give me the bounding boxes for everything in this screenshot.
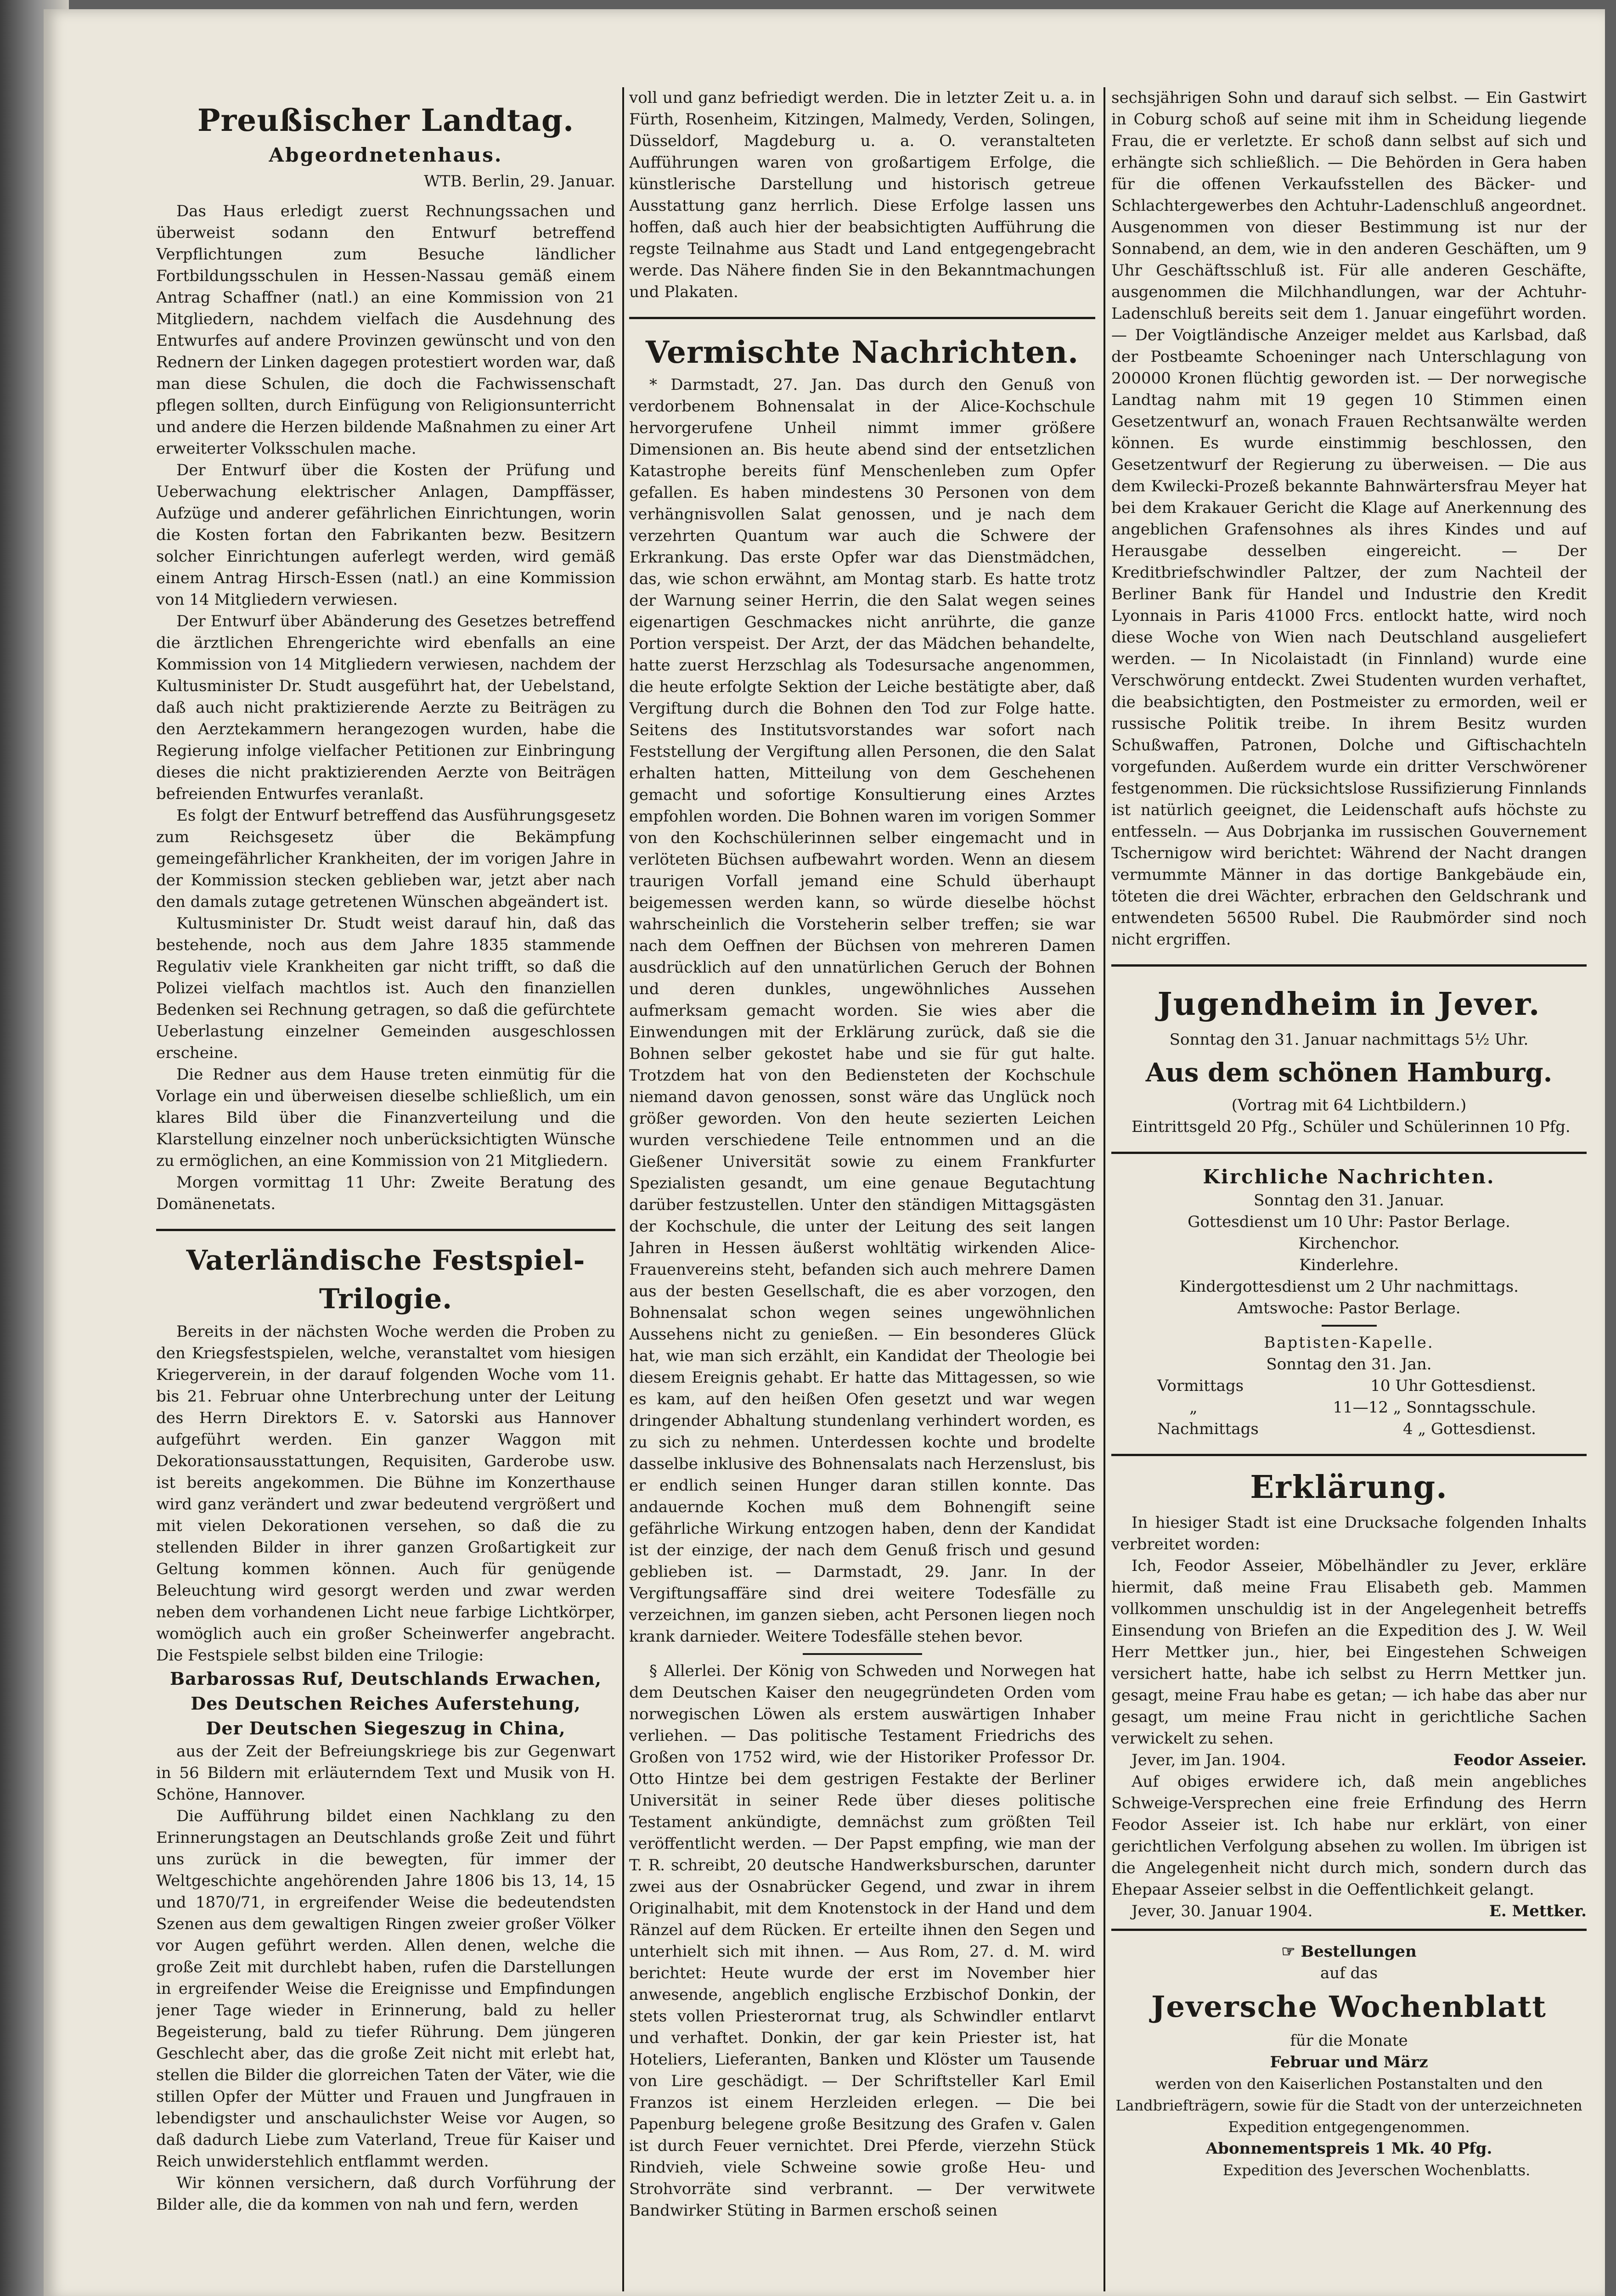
ad-title: Erklärung. bbox=[1250, 1469, 1448, 1506]
section-divider bbox=[629, 317, 1095, 319]
ad-line: (Vortrag mit 64 Lichtbildern.) bbox=[1231, 1096, 1467, 1114]
ad-head-text: Bestellungen bbox=[1301, 1942, 1417, 1961]
ad-head bbox=[1111, 1941, 1587, 1963]
paragraph: Ich, Feodor Asseier, Möbelhändler zu Jever, erkläre hiermit, daß meine Frau Elisabeth geb. Mammen vollkommen unschuldig ist in der Angelegenheit betreffs Einsendung von Briefen an die Expedition des J. W. Weil Herr Mettker jun., hier, bei Eingestehen Schweigen versichert hatte, habe ich selbst zu Herrn Mettker jun. gesagt, meine Frau habe es getan; — ich habe das aber nur gesagt, um meine Frau nicht in gerichtliche Sachen verwickelt zu sehen. bbox=[1111, 1557, 1587, 1748]
section-divider bbox=[156, 1229, 615, 1231]
signature-name: Feodor Asseier. bbox=[1453, 1751, 1587, 1769]
schedule-label: Vormittags bbox=[1157, 1377, 1244, 1395]
paragraph: § Allerlei. Der König von Schweden und Norwegen hat dem Deutschen Kaiser den neugegründeten Orden vom norwegischen Löwen als erstem auswärtigen Inhaber verliehen. — Das politische Testament Friedrichs des Großen von 1752 wird, wie der Historiker Professor Dr. Otto Hintze bei dem gestrigen Festakte der Berliner Universität in seiner Rede über dieses politische Testament ankündigte, demnächst zum größten Teil veröffentlicht werden. — Der Papst empfing, wie man der T. R. schreibt, 20 deutsche Handwerksburschen, darunter zwei aus der Osnabrücker Gegend, und zwar in ihrem Originalhabit, mit dem Knotenstock in der Hand und dem Ränzel auf dem Rücken. Er erteilte ihnen den Segen und unterhielt sich mit ihnen. — Aus Rom, 27. d. M. wird berichtet: Heute wurde der erst im November hier anwesende, angeblich englische Erzbischof Donkin, der stets vollen Priesterornat trug, als Schwindler entlarvt und verhaftet. Donkin, der gar kein Priester ist, hat Hoteliers, Lieferanten, Banken und Klöster um Tausende von Lire geschädigt. — Der Schriftsteller Karl Emil Franzos ist einem Herzleiden erlegen. — Die bei Papenburg belegene große Besitzung des Grafen v. Galen ist durch Feuer vernichtet. Drei Pferde, vierzehn Stück Rindvieh, viele Schweine sowie große Heu- und Strohvorräte sind verbrannt. — Der verwitwete Bandwirker Stüting in Barmen erschoß seinen bbox=[629, 1662, 1095, 2220]
paragraph: sechsjährigen Sohn und darauf sich selbst. — Ein Gastwirt in Coburg schoß auf seine mit ihm in Scheidung liegende Frau, die er verletzte. Er schoß dann selbst auf sich und erhängte sich schließlich. — Die Behörden in Gera haben für die offenen Verkaufsstellen des Bäcker- und Schlachtergewerbes den Achtuhr-Ladenschluß angeordnet. Ausgenommen von dieser Bestimmung ist nur der Sonnabend, an dem, wie in den anderen Geschäften, um 9 Uhr Geschäftsschluß ist. Für alle anderen Geschäfte, ausgenommen die Milchhandlungen, war der Achtuhr-Ladenschluß bereits seit dem 1. Januar eingeführt worden. — Der Voigtländische Anzeiger meldet aus Karlsbad, daß der Postbeamte Schoeninger nach Unterschlagung von 200000 Kronen flüchtig geworden ist. — Der norwegische Landtag nahm mit 19 gegen 10 Stimmen einen Gesetzentwurf an, wonach Frauen Rechtsanwälte werden können. Es wurde einstimmig beschlossen, den Gesetzentwurf der Regierung zu überweisen. — Die aus dem Kwilecki-Prozeß bekannte Bahnwärtersfrau Meyer hat bei dem Krakauer Gericht die Klage auf Anerkennung des angeblichen Grafensohnes als ihres Kindes und auf Herausgabe desselben eingereicht. — Der Kreditbriefschwindler Paltzer, der zum Nachteil der Berliner Bank für Handel und Industrie den Kredit Lyonnais in Paris 41000 Frcs. entlockt hatte, wird noch diese Woche von Wien nach Deutschland ausgeliefert werden. — In Nicolaistadt (in Finnland) wurde eine Verschwörung entdeckt. Zwei Studenten wurden verhaftet, die beabsichtigten, den Postmeister zu ermorden, weil er russische Politik treibe. In ihrem Besitz wurden Schußwaffen, Patronen, Dolche und Giftischachteln vorgefunden. Außerdem wurde ein dritter Verschwörener festgenommen. Die rücksichtslose Russifizierung Finnlands ist natürlich geeignet, die Leidenschaft aufs höchste zu entfesseln. — Aus Dobrjanka im russischen Gouvernement Tschernigow wird berichtet: Während der Nacht drangen vermummte Männer in das dortige Bankgebäude ein, töteten die drei Wächter, erbrachen den Geldschrank und entwendeten 56500 Rubel. Die Raubmörder sind noch nicht ergriffen. bbox=[1111, 89, 1587, 949]
short-divider bbox=[1322, 1325, 1377, 1327]
schedule-value: 11—12 „ Sonntagsschule. bbox=[1333, 1398, 1536, 1417]
short-divider bbox=[803, 1653, 922, 1655]
signature-place-date: Jever, 30. Januar 1904. bbox=[1132, 1902, 1313, 1920]
ad-title-secondary: Aus dem schönen Hamburg. bbox=[1145, 1058, 1553, 1088]
paragraph: Der Entwurf über die Kosten der Prüfung und Ueberwachung elektrischer Anlagen, Dampffässer, Aufzüge und anderer gefährlichen Einrichtungen, worin die Kosten fortan den Fabrikanten bezw. Besitzern solcher Einrichtungen auferlegt werden, wird gemäß einem Antrag Hirsch-Essen (natl.) an eine Kommission von 14 Mitgliedern verwiesen. bbox=[156, 461, 615, 609]
paragraph: voll und ganz befriedigt werden. Die in letzter Zeit u. a. in Fürth, Rosenheim, Kitzingen, Malmedy, Verden, Solingen, Düsseldorf, Magdeburg u. a. O. veranstalteten Aufführungen waren von großartigem Erfolge, die künstlerische Darstellung und historisch getreue Ausstattung ganz herrlich. Diese Erfolge lassen uns hoffen, daß auch hier der beabsichtigten Aufführung die regste Teilnahme aus Stadt und Land entgegengebracht werde. Das Nähere finden Sie in den Bekanntmachungen und Plakaten. bbox=[629, 89, 1095, 301]
signature-row bbox=[1111, 1750, 1587, 1771]
signature-place-date: Jever, im Jan. 1904. bbox=[1132, 1751, 1286, 1769]
schedule-row bbox=[1111, 1397, 1587, 1418]
ad-line: Februar und März bbox=[1270, 2053, 1428, 2071]
ad-price: Abonnementspreis 1 Mk. 40 Pfg. bbox=[1205, 2139, 1492, 2158]
paragraph: In hiesiger Stadt ist eine Drucksache folgenden Inhalts verbreitet worden: bbox=[1111, 1514, 1587, 1553]
ad-kirchliche-nachrichten bbox=[1111, 1164, 1587, 1440]
pointing-hand-icon: ☞ bbox=[1281, 1942, 1301, 1961]
ad-jugendheim bbox=[1111, 983, 1587, 1138]
paragraph: * Darmstadt, 27. Jan. Das durch den Genuß von verdorbenem Bohnensalat in der Alice-Kochschule hervorgerufene Unheil nimmt immer größere Dimensionen an. Bis heute abend sind der entsetzlichen Katastrophe bereits fünf Menschenleben zum Opfer gefallen. Es haben mindestens 30 Personen von dem verhängnisvollen Salat genossen, und je nach dem verzehrten Quantum war auch die Schwere der Erkrankung. Das erste Opfer war das Dienstmädchen, das, wie schon erwähnt, am Montag starb. Es hatte trotz der Warnung seiner Herrin, die den Salat wegen seines eigenartigen Geschmackes nicht anrührte, die ganze Portion verspeist. Der Arzt, der das Mädchen behandelte, hatte zuerst Herzschlag als Todesursache angenommen, die heute erfolgte Sektion der Leiche bestätigte aber, daß Vergiftung durch die Bohnen den Tod zur Folge hatte. Seitens des Institutsvorstandes war sofort nach Feststellung der Vergiftung allen Personen, die den Salat erhalten hatten, Mitteilung von dem Geschehenen gemacht und sofortige Konsultierung eines Arztes empfohlen worden. Die Bohnen waren im vorigen Sommer von den Kochschülerinnen selber eingemacht und in verlöteten Büchsen aufbewahrt worden. Wenn an diesem traurigen Vorfall jemand eine Schuld überhaupt beigemessen werden kann, so würde dieselbe höchst wahrscheinlich die Vorsteherin selber treffen; sie war nach dem Oeffnen der Büchsen von mehreren Damen ausdrücklich auf den unnatürlichen Geruch der Bohnen und deren dunkles, ungewöhnliches Aussehen aufmerksam gemacht worden. Sie wies aber die Einwendungen mit der Erklärung zurück, daß sie die Bohnen selber gekostet habe und sie für gut halte. Trotzdem hat von den Bediensteten der Kochschule niemand davon genossen, sonst wäre das Unglück noch größer geworden. Von den heute sezierten Leichen wurden verschiedene Teile entnommen und an die Gießener Universität sowie zu einem Frankfurter Spezialisten gesandt, um eine genaue Begutachtung darüber festzustellen. Unter den ständigen Mittagsgästen der Kochschule, die unter der Leitung des seit langen Jahren in Hessen äußerst wohltätig wirkenden Alice-Frauenvereins steht, befanden sich auch mehrere Damen aus der besten Gesellschaft, die es aber vorzogen, den Bohnensalat schon wegen seines ungewöhnlichen Aussehens nicht zu genießen. — Ein besonderes Glück hat, wie man sich erzählt, ein Kandidat der Theologie bei diesem Ereignis gehabt. Er hatte das Mittagessen, so wie es kam, auf den heißen Ofen gesetzt und war wegen dringender Abhaltung stundenlang verhindert worden, es zu sich zu nehmen. Unterdessen kochte und brodelte dasselbe inklusive des Bohnensalats nach Herzenslust, bis er endlich seinen Hunger daran stillen konnte. Das andauernde Kochen muß dem Bohnengift seine gefährliche Wirkung entzogen haben, denn der Kandidat ist der einzige, der nach dem Genuß frisch und gesund geblieben ist. — Darmstadt, 29. Janr. In der Vergiftungsaffäre sind drei weitere Todesfälle zu verzeichnen, im ganzen sieben, acht Personen liegen noch krank darnieder. Weitere Todesfälle stehen bevor. bbox=[629, 376, 1095, 1646]
paragraph: Der Entwurf über Abänderung des Gesetzes betreffend die ärztlichen Ehrengerichte wird ebenfalls an eine Kommission von 14 Mitgliedern verwiesen, nachdem der Kultusminister Dr. Studt ausgeführt hat, der Uebelstand, daß auch nicht praktizierende Aerzte zu Beiträgen zu den Aerztekammern herangezogen wurden, habe die Regierung infolge vielfacher Petitionen zur Einbringung dieses die nicht praktizierenden Aerzte von Beiträgen befreienden Entwurfes veranlaßt. bbox=[156, 612, 615, 803]
schedule-label: Nachmittags bbox=[1157, 1420, 1259, 1438]
column-rule bbox=[622, 87, 624, 2291]
ad-line: Sonntag den 31. Januar nachmittags 5½ Uhr. bbox=[1169, 1030, 1529, 1049]
paragraph: Bereits in der nächsten Woche werden die Proben zu den Kriegsfestspielen, welche, veranstaltet vom hiesigen Kriegerverein, in der darauf folgenden Woche vom 11. bis 21. Februar ohne Unterbrechung unter der Leitung des Herrn Direktors E. v. Satorski aus Hannover aufgeführt werden. Ein ganzer Waggon mit Dekorationsausstattungen, Requisiten, Garderobe usw. ist bereits angekommen. Die Bühne im Konzerthause wird ganz verändert und zwar bedeutend vergrößert und mit vielen Dekorationen versehen, so daß die zu stellenden Bilder in ihrer ganzen Großartigkeit zur Geltung kommen können. Auch für genügende Beleuchtung wird gesorgt werden und zwar werden neben dem vorhandenen Licht neue farbige Lichtkörper, womöglich auch ein großer Scheinwerfer angebracht. Die Festspiele selbst bilden eine Trilogie: bbox=[156, 1322, 615, 1665]
ad-line: Kirchenchor. bbox=[1298, 1234, 1400, 1253]
paragraph: Die Redner aus dem Hause treten einmütig für die Vorlage ein und überweisen dieselbe schließlich, um ein klares Bild über die Finanzverteilung und die Klarstellung einzelner noch unberücksichtigten Wünsche zu ermöglichen, an eine Kommission von 21 Mitgliedern. bbox=[156, 1065, 615, 1170]
ad-erklaerung bbox=[1111, 1466, 1587, 1922]
ad-subtitle: Baptisten-Kapelle. bbox=[1264, 1334, 1434, 1352]
ad-line: für die Monate bbox=[1290, 2032, 1408, 2050]
paragraph: Die Aufführung bildet einen Nachklang zu den Erinnerungstagen an Deutschlands große Zeit und führt uns zurück in die bewegten, für immer der Weltgeschichte angehörenden Jahre 1806 bis 13, 14, 15 und 1870/71, in ergreifender Weise die bedeutendsten Szenen aus dem gewaltigen Ringen zweier großer Völker vor Augen geführt werden. Allen denen, welche die große Zeit mit durchlebt haben, rufen die Darstellungen in ergreifender Weise die Ereignisse und Empfindungen jener Tage wieder in Erinnerung, bald zu heller Begeisterung, bald zu tiefer Rührung. Dem jüngeren Geschlecht aber, das die große Zeit nicht mit erlebt hat, stellen die Bilder die glorreichen Taten der Väter, wie die stillen Opfer der Mütter und Frauen und Jungfrauen in lebendigster und anschaulichster Weise vor Augen, so daß dadurch Liebe zum Vaterland, Treue für Kaiser und Reich unwiderstehlich entflammt werden. bbox=[156, 1807, 615, 2171]
signature-row bbox=[1111, 1901, 1587, 1922]
article-title-festspiel: Vaterländische Festspiel-Trilogie. bbox=[186, 1244, 586, 1315]
paragraph: Das Haus erledigt zuerst Rechnungssachen und überweist sodann den Entwurf betreffend Verpflichtungen zum Besuche ländlicher Fortbildungsschulen in Hessen-Nassau gemäß einem Antrag Schaffner (natl.) an eine Kommission von 21 Mitgliedern, nachdem vielfach die Ausdehnung des Entwurfes auf andere Provinzen gewünscht und von den Rednern der Linken dagegen protestiert worden war, daß man diese Schulen, die doch die Fachwissenschaft pflegen sollten, durch Einfügung von Religionsunterricht und andere die Herzen bildende Maßnahmen zu einer Art erweiterter Volksschulen mache. bbox=[156, 202, 615, 458]
signature-name: E. Mettker. bbox=[1489, 1902, 1587, 1920]
ad-line: Kinderlehre. bbox=[1299, 1256, 1399, 1274]
ad-title: Jeversche Wochenblatt bbox=[1151, 1990, 1547, 2024]
ad-line: werden von den Kaiserlichen Postanstalten und den Landbriefträgern, sowie für die Stadt von der unterzeichneten Expedition entgegengenommen. bbox=[1115, 2075, 1582, 2136]
article-title-vermischte: Vermischte Nachrichten. bbox=[645, 334, 1079, 370]
paragraph: Morgen vormittag 11 Uhr: Zweite Beratung des Domänenetats. bbox=[156, 1173, 615, 1213]
paragraph: Auf obiges erwidere ich, daß mein angebliches Schweige-Versprechen eine freie Erfindung des Herrn Feodor Asseier ist. Ich habe nur erklärt, von einer gerichtlichen Verfolgung absehen zu wollen. Im übrigen ist die Angelegenheit nicht durch mich, sondern durch das Ehepaar Asseier selbst in die Oeffentlichkeit gelangt. bbox=[1111, 1773, 1587, 1899]
paragraph: aus der Zeit der Befreiungskriege bis zur Gegenwart in 56 Bildern mit erläuterndem Text und Musik von H. Schöne, Hannover. bbox=[156, 1742, 615, 1804]
paragraph: Wir können versichern, daß durch Vorführung der Bilder alle, die da kommen von nah und fern, werden bbox=[156, 2174, 615, 2214]
column-middle bbox=[629, 87, 1095, 2291]
ad-line: Gottesdienst um 10 Uhr: Pastor Berlage. bbox=[1188, 1213, 1510, 1231]
paragraph: Kultusminister Dr. Studt weist darauf hin, daß das bestehende, noch aus dem Jahre 1835 stammende Regulativ viele Krankheiten gar nicht trifft, so daß die Polizei vielfach machtlos ist. Auch den finanziellen Bedenken sei Rechnung getragen, so daß die gefürchtete Ueberlastung einzelner Gemeinden ausgeschlossen erscheine. bbox=[156, 914, 615, 1062]
ad-line: Kindergottesdienst um 2 Uhr nachmittags. bbox=[1179, 1277, 1519, 1296]
trilogy-title: Des Deutschen Reiches Auferstehung, bbox=[191, 1693, 581, 1714]
schedule-value: 4 „ Gottesdienst. bbox=[1403, 1420, 1536, 1438]
ad-line: Eintrittsgeld 20 Pfg., Schüler und Schülerinnen 10 Pfg. bbox=[1132, 1118, 1571, 1136]
article-subtitle: Abgeordnetenhaus. bbox=[269, 144, 503, 166]
column-rule bbox=[1104, 87, 1105, 2291]
section-divider bbox=[1111, 1454, 1587, 1456]
column-left bbox=[156, 87, 615, 2291]
trilogy-title: Barbarossas Ruf, Deutschlands Erwachen, bbox=[170, 1668, 602, 1689]
schedule-value: 10 Uhr Gottesdienst. bbox=[1370, 1377, 1536, 1395]
trilogy-title: Der Deutschen Siegeszug in China, bbox=[206, 1718, 566, 1739]
ad-line: Sonntag den 31. Jan. bbox=[1266, 1355, 1432, 1373]
section-divider bbox=[1111, 1929, 1587, 1931]
schedule-row bbox=[1111, 1375, 1587, 1397]
column-right bbox=[1111, 87, 1587, 2291]
section-divider bbox=[1111, 964, 1587, 967]
ad-title: Kirchliche Nachrichten. bbox=[1203, 1165, 1495, 1188]
ad-bestellungen bbox=[1111, 1941, 1587, 2181]
schedule-row bbox=[1111, 1418, 1587, 1440]
ad-line: auf das bbox=[1320, 1964, 1378, 1982]
ad-line: Amtswoche: Pastor Berlage. bbox=[1237, 1299, 1461, 1317]
section-divider bbox=[1111, 1152, 1587, 1154]
dateline: WTB. Berlin, 29. Januar. bbox=[423, 172, 615, 191]
paragraph: Es folgt der Entwurf betreffend das Ausführungsgesetz zum Reichsgesetz über die Bekämpfung gemeingefährlicher Krankheiten, der im vorigen Jahre in der Kommission stecken geblieben war, jetzt aber nach den damals zutage getretenen Wünschen abgeändert ist. bbox=[156, 806, 615, 911]
ad-line: Sonntag den 31. Januar. bbox=[1254, 1191, 1444, 1210]
schedule-label: „ bbox=[1189, 1398, 1198, 1417]
ad-line: Expedition des Jeverschen Wochenblatts. bbox=[1222, 2161, 1531, 2179]
article-title-landtag: Preußischer Landtag. bbox=[197, 102, 574, 138]
ad-title: Jugendheim in Jever. bbox=[1157, 986, 1541, 1023]
